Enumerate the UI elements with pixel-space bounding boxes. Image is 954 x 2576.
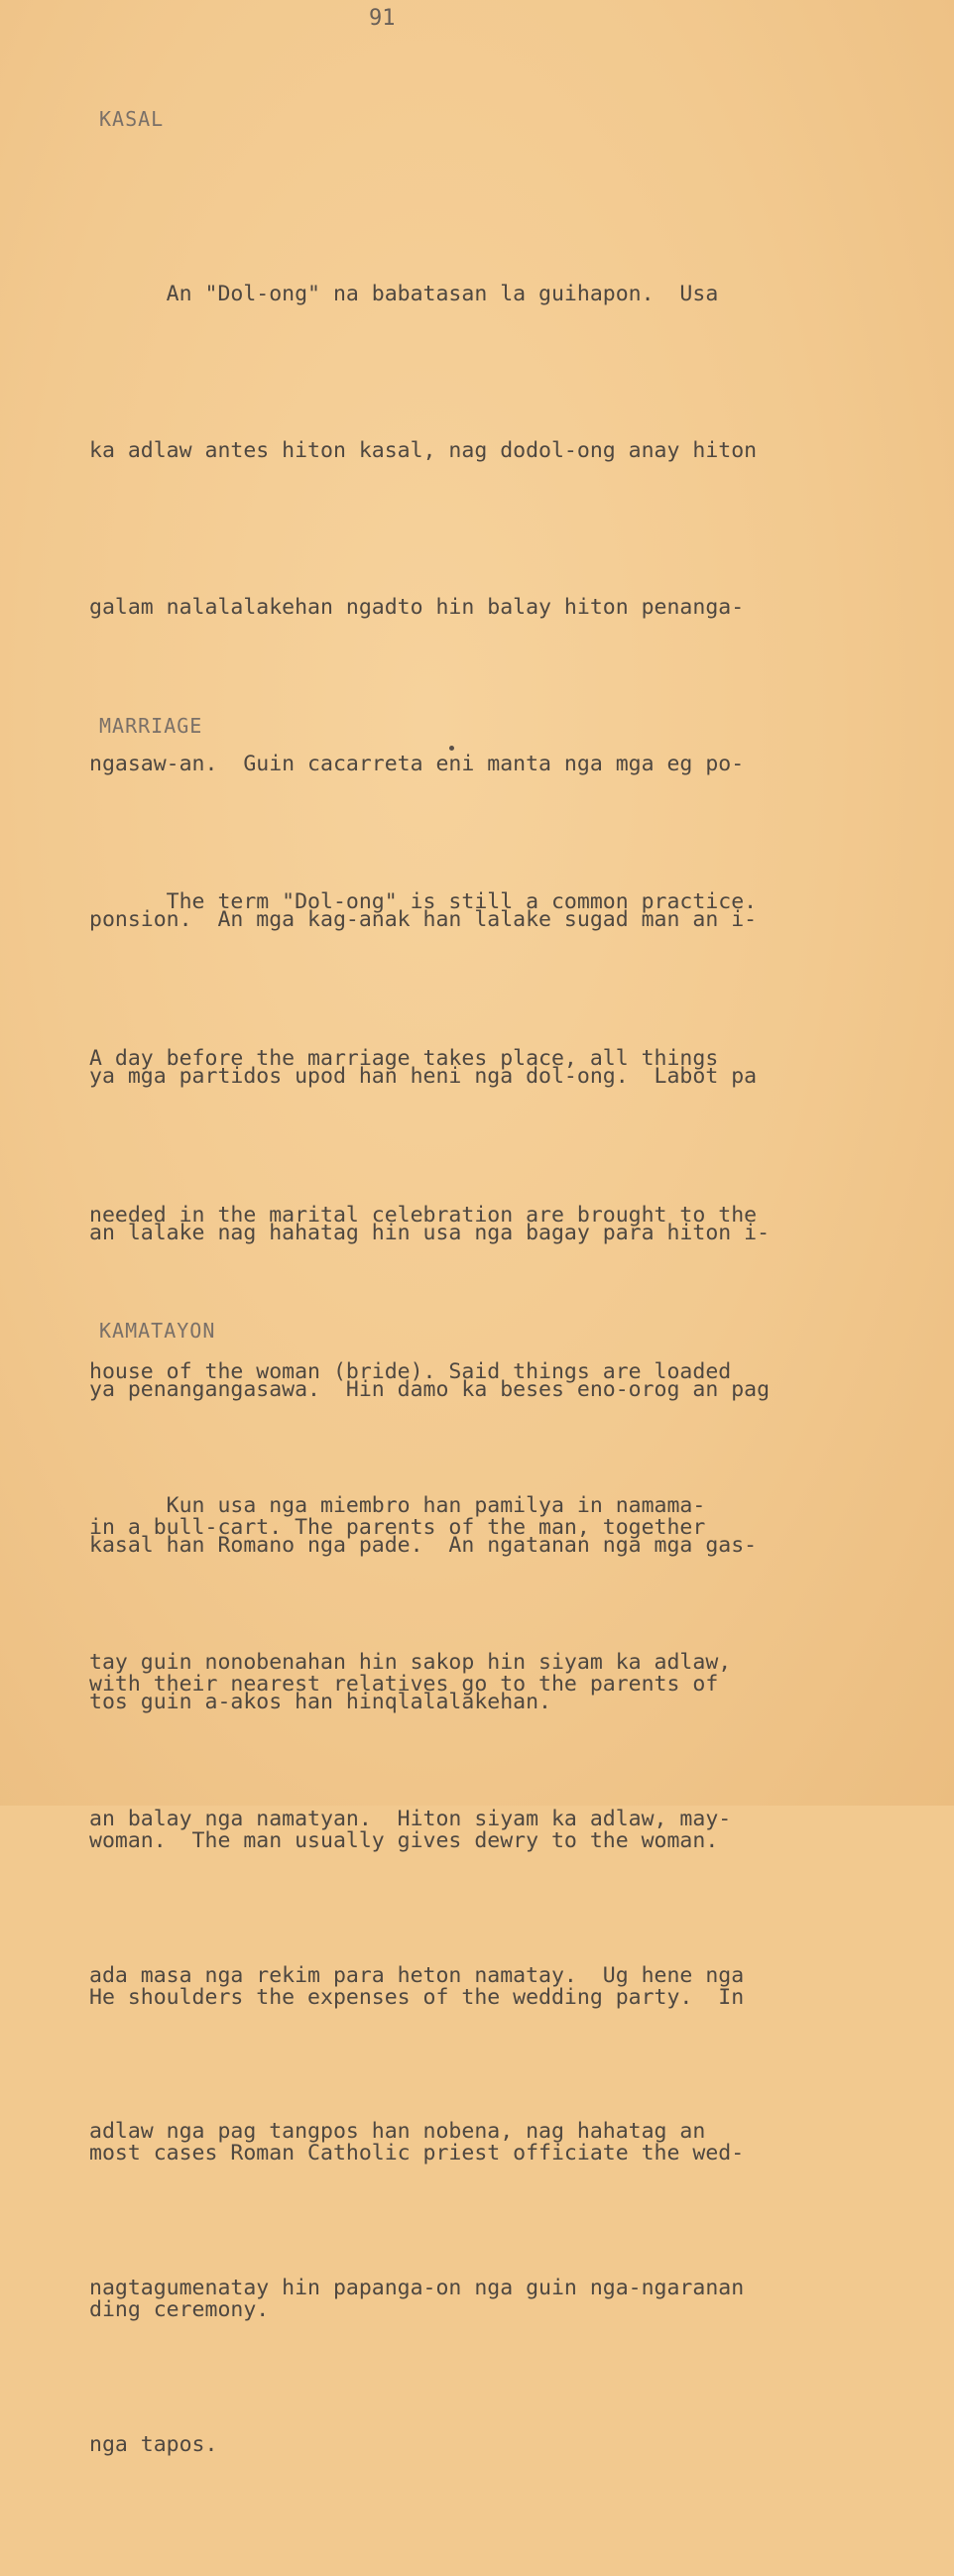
text-line: an lalake nag hahatag hin usa nga bagay para hiton i- xyxy=(89,1220,771,1245)
text-line: in a bull-cart. The parents of the man, together xyxy=(89,1515,706,1541)
text-line: most cases Roman Catholic priest officiate the wed- xyxy=(89,2141,745,2166)
text-line: ada masa nga rekim para heton namatay. Ug hene nga xyxy=(89,1962,745,1988)
text-line: galam nalalalakehan ngadto hin balay hiton penanga- xyxy=(89,594,745,620)
paragraph-kamatayon xyxy=(89,1376,912,2576)
text-line: kasal han Romano nga pade. An ngatanan nga mga gas- xyxy=(89,1533,758,1559)
text-line: ngasaw-an. Guin cacarreta eni manta nga mga eg po- xyxy=(89,751,745,776)
text-line: needed in the marital celebration are brought to the xyxy=(89,1202,758,1228)
section-heading-kamatayon: KAMATAYON xyxy=(99,1319,216,1343)
text-line: ding ceremony. xyxy=(89,2297,270,2323)
text-line: tay guin nonobenahan hin sakop hin siyam ka adlaw, xyxy=(89,1649,732,1675)
text-line: ka adlaw antes hiton kasal, nag dodol-ong anay hiton xyxy=(89,437,758,463)
text-line: A day before the marriage takes place, all things xyxy=(89,1045,719,1071)
text-line: The term "Dol-ong" is still a common practice. xyxy=(89,889,758,915)
text-line: nga tapos. xyxy=(89,2431,218,2457)
text-line: ya penangangasawa. Hin damo ka beses eno-orog an pag xyxy=(89,1376,771,1402)
ink-speck xyxy=(449,746,454,751)
page-number: 91 xyxy=(369,6,396,31)
text-line: house of the woman (bride). Said things are loaded xyxy=(89,1358,732,1384)
text-line: An "Dol-ong" na babatasan la guihapon. Usa xyxy=(89,282,719,307)
text-line: Kun usa nga miembro han pamilya in namama- xyxy=(89,1493,706,1519)
text-line: He shoulders the expenses of the wedding party. In xyxy=(89,1984,745,2010)
section-heading-marriage: MARRIAGE xyxy=(99,714,203,738)
text-line: woman. The man usually gives dewry to the woman. xyxy=(89,1827,719,1853)
text-line: tos guin a-akos han hinqlalalakehan. xyxy=(89,1690,551,1715)
section-heading-kasal: KASAL xyxy=(99,107,165,131)
text-line: with their nearest relatives go to the parents of xyxy=(89,1672,719,1698)
text-line: ya mga partidos upod han heni nga dol-ong. Labot pa xyxy=(89,1064,758,1090)
text-line: adlaw nga pag tangpos han nobena, nag hahatag an xyxy=(89,2119,706,2145)
text-line: an balay nga namatyan. Hiton siyam ka adlaw, may- xyxy=(89,1806,732,1831)
text-line: nagtagumenatay hin papanga-on nga guin nga-ngaranan xyxy=(89,2276,745,2301)
text-line: ponsion. An mga kag-anak han lalake sugad man an i- xyxy=(89,907,758,933)
